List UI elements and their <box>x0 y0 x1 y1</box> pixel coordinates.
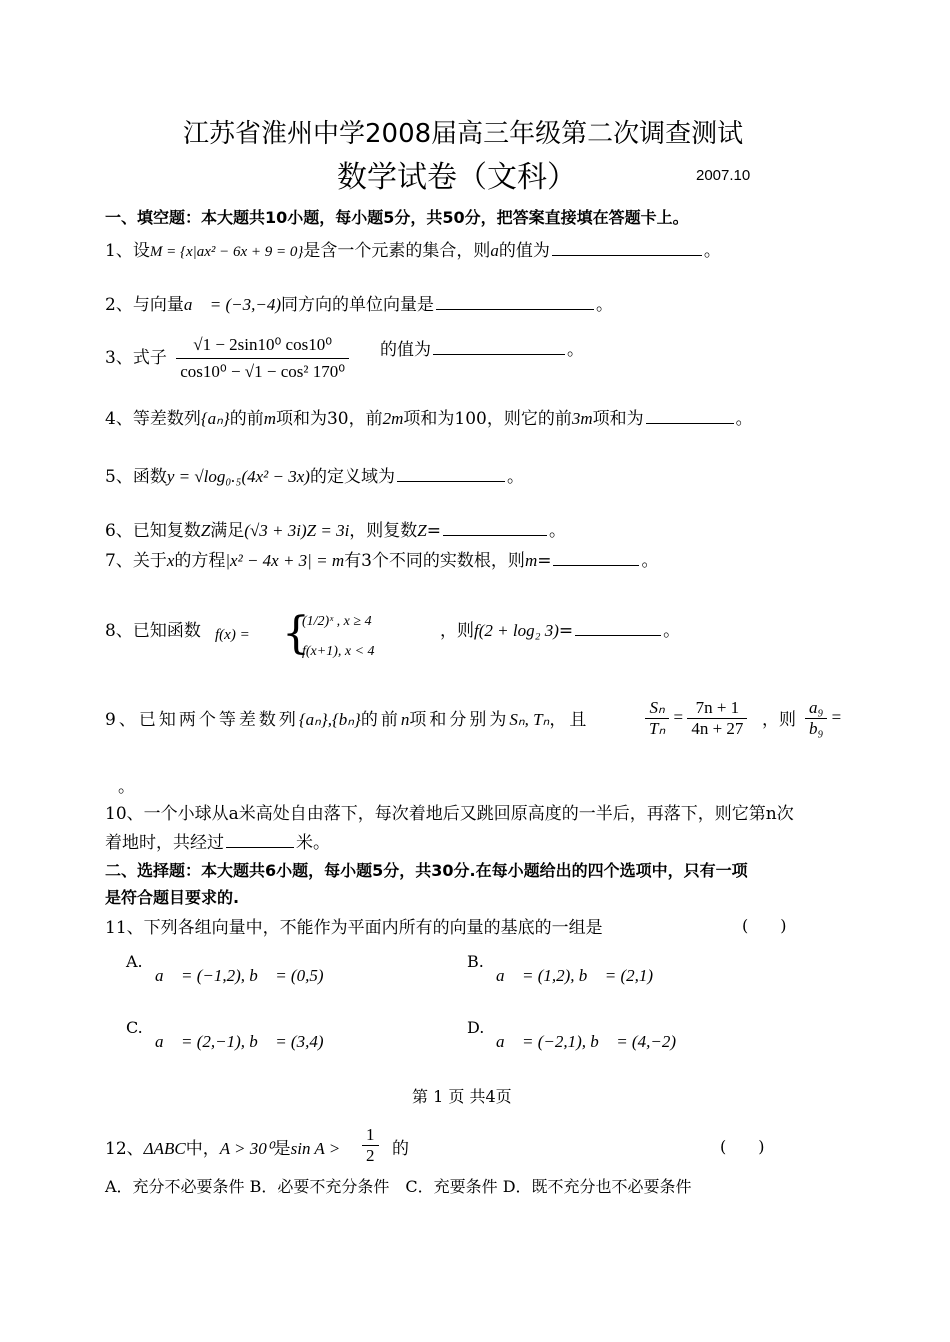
q6-eq: = <box>426 521 442 541</box>
q11-option-c: a⃗ = (2,−1), b⃗ = (3,4) <box>155 1032 324 1051</box>
question-3 <box>105 335 349 382</box>
q6-answer-blank[interactable] <box>443 534 547 536</box>
q12-fraction <box>362 1125 379 1166</box>
q4-prefix: 4、等差数列 <box>105 409 201 429</box>
question-8-tail <box>440 616 680 641</box>
question-6 <box>105 516 566 541</box>
q1-end: 。 <box>703 241 721 261</box>
q7-equation: |x² − 4x + 3| = m <box>225 551 345 570</box>
q5-answer-blank[interactable] <box>397 480 505 482</box>
question-11: 11、下列各组向量中，不能作为平面内所有的向量的基底的一组是 <box>105 918 603 938</box>
q7-t1: 的方程 <box>174 551 226 571</box>
page-footer: 第 1 页 共4页 <box>412 1087 512 1106</box>
question-12 <box>105 1134 340 1159</box>
q9-eq2: = <box>831 707 842 727</box>
q10-answer-blank[interactable] <box>226 846 294 848</box>
q7-t2: 有3个不同的实数根，则 <box>344 551 525 571</box>
q3-answer-blank[interactable] <box>433 353 565 355</box>
q4-answer-blank[interactable] <box>646 422 734 424</box>
question-8-prefix: 8、已知函数 <box>105 621 201 641</box>
q6-equation: (√3 + 3i)Z = 3i <box>244 521 350 540</box>
q9-t3: ，且 <box>549 710 590 730</box>
q6-t2: ，则复数 <box>349 521 418 541</box>
q9-seqs: {aₙ},{bₙ} <box>298 710 361 729</box>
q12-triangle: ΔABC <box>143 1139 186 1158</box>
q12-t3: 的 <box>392 1139 409 1159</box>
q1-mid: 是含一个元素的集合，则 <box>303 241 491 261</box>
q12-condition: A > 30⁰ <box>219 1139 274 1158</box>
question-1 <box>105 236 721 261</box>
q9-f3-num: a₉ <box>805 698 827 719</box>
q7-eq: = <box>537 551 552 571</box>
q9-frac-st <box>645 698 669 739</box>
q9-n: n <box>400 710 410 729</box>
q8-t1: ，则 <box>440 621 474 641</box>
q8-answer-blank[interactable] <box>575 634 661 636</box>
exam-date: 2007.10 <box>696 167 751 184</box>
q3-fraction <box>176 335 349 382</box>
q1-prefix: 1、设 <box>105 241 150 261</box>
q12-sin: sin A > <box>290 1139 341 1158</box>
question-10-line-2 <box>105 828 330 853</box>
q2-suffix: 同方向的单位向量是 <box>281 295 435 315</box>
q10-line2b: 米。 <box>296 833 330 853</box>
q11-option-c-label: C. <box>126 1018 143 1037</box>
q8-end: 。 <box>663 621 681 641</box>
q11-option-a-label: A. <box>126 952 143 971</box>
section-2-heading-line-1: 二、选择题：本大题共6小题，每小题5分，共30分.在每小题给出的四个选项中，只有一项 <box>105 861 748 880</box>
q9-t1: 的前 <box>360 710 401 730</box>
q12-answer-paren[interactable]: ( ) <box>720 1137 765 1156</box>
q9-f2-num: 7n + 1 <box>687 698 747 719</box>
q8-fx: f(x) = <box>215 627 250 643</box>
q9-frac-ab <box>805 698 827 739</box>
q9-f2-den: 4n + 27 <box>691 719 744 738</box>
q12-frac-num: 1 <box>362 1125 379 1146</box>
q4-t3: 项和为100，则它的前 <box>403 409 572 429</box>
q6-t1: 满足 <box>210 521 245 541</box>
q1-var: a <box>490 241 499 260</box>
q3-denominator: cos10⁰ − √1 − cos² 170⁰ <box>180 362 346 381</box>
q2-prefix: 2、与向量 <box>105 295 184 315</box>
question-9 <box>105 705 589 730</box>
q5-suffix: 的定义域为 <box>309 467 395 487</box>
question-4 <box>105 404 753 429</box>
q12-t1: 中， <box>185 1139 220 1159</box>
q4-seq: {aₙ} <box>200 409 230 428</box>
q7-m: m <box>524 551 538 570</box>
q5-function: y = √log₀.₅(4x² − 3x) <box>166 467 310 486</box>
question-10-line-1: 10、一个小球从a米高处自由落下，每次着地后又跳回原高度的一半后，再落下，则它第n次 <box>105 804 794 824</box>
question-7 <box>105 546 658 571</box>
q2-answer-blank[interactable] <box>436 308 594 310</box>
q6-z2: Z <box>417 521 427 540</box>
section-2-heading-line-2: 是符合题目要求的. <box>105 888 240 907</box>
q9-t2: 项和分别为 <box>409 710 510 730</box>
q11-option-b-label: B. <box>467 952 484 971</box>
q8-brace: { <box>282 608 310 659</box>
q12-prefix: 12、 <box>105 1139 144 1159</box>
q9-ratio <box>645 698 747 739</box>
q9-ab-ratio <box>805 698 841 739</box>
question-2 <box>105 290 613 315</box>
q5-prefix: 5、函数 <box>105 467 167 487</box>
q6-end: 。 <box>549 521 567 541</box>
q12-t2: 是 <box>273 1139 291 1159</box>
q9-t4: ，则 <box>762 710 796 730</box>
q4-t4: 项和为 <box>592 409 644 429</box>
q3-suffix: 的值为 <box>380 340 431 360</box>
q11-answer-paren[interactable]: ( ) <box>742 916 787 935</box>
q3-numerator: √1 − 2sin10⁰ cos10⁰ <box>176 335 349 359</box>
q11-option-d: a⃗ = (−2,1), b⃗ = (4,−2) <box>496 1032 676 1051</box>
q7-answer-blank[interactable] <box>553 564 639 566</box>
q9-f1-den: Tₙ <box>649 719 666 738</box>
q5-end: 。 <box>506 467 524 487</box>
q1-answer-blank[interactable] <box>552 254 702 256</box>
q4-t2: 项和为30，前 <box>275 409 383 429</box>
q4-m3: 3m <box>571 409 593 428</box>
q6-z1: Z <box>200 521 211 540</box>
q9-frac-expr <box>687 698 747 739</box>
q2-vector: a⃗ = (−3,−4) <box>183 295 282 314</box>
exam-title: 江苏省淮州中学2008届高三年级第二次调查测试 <box>183 119 744 149</box>
q7-prefix: 7、关于 <box>105 551 167 571</box>
q8-expr: f(2 + log₂ 3) <box>474 621 559 640</box>
q10-line2a: 着地时，共经过 <box>105 833 224 853</box>
q1-suffix: 的值为 <box>498 241 550 261</box>
q2-end: 。 <box>596 295 614 315</box>
question-5 <box>105 462 524 487</box>
q12-options: A．充分不必要条件 B．必要不充分条件 C．充要条件 D．既不充分也不必要条件 <box>105 1177 692 1196</box>
q8-case-2: f(x+1), x < 4 <box>302 644 375 659</box>
q7-x: x <box>166 551 175 570</box>
q9-f3-den: b₉ <box>809 719 824 738</box>
q4-end: 。 <box>735 409 753 429</box>
q9-eq1: = <box>673 707 684 727</box>
q9-prefix: 9、已知两个等差数列 <box>105 710 299 730</box>
q9-f1-num: Sₙ <box>645 698 669 719</box>
q6-prefix: 6、已知复数 <box>105 521 201 541</box>
q3-prefix: 3、式子 <box>105 348 167 368</box>
q3-end: 。 <box>567 340 584 360</box>
q4-m2: 2m <box>382 409 404 428</box>
section-1-heading: 一、填空题：本大题共10小题，每小题5分，共50分，把答案直接填在答题卡上。 <box>105 208 689 227</box>
q4-m1: m <box>263 409 276 428</box>
q11-option-a: a⃗ = (−1,2), b⃗ = (0,5) <box>155 966 324 985</box>
q9-end: 。 <box>118 777 135 797</box>
q9-st: Sₙ, Tₙ <box>509 710 550 729</box>
q7-end: 。 <box>641 551 659 571</box>
q12-frac-den: 2 <box>366 1146 375 1165</box>
question-3-tail <box>380 335 584 360</box>
q8-eq: = <box>558 621 574 641</box>
q1-set: M = {x|ax² − 6x + 9 = 0} <box>149 244 304 260</box>
q12-half <box>362 1125 379 1166</box>
q8-case-1: (1/2)ˣ , x ≥ 4 <box>302 614 372 629</box>
q4-t1: 的前 <box>229 409 264 429</box>
q11-option-d-label: D. <box>467 1018 485 1037</box>
exam-subtitle: 数学试卷（文科） <box>337 160 577 195</box>
q11-option-b: a⃗ = (1,2), b⃗ = (2,1) <box>496 966 654 985</box>
